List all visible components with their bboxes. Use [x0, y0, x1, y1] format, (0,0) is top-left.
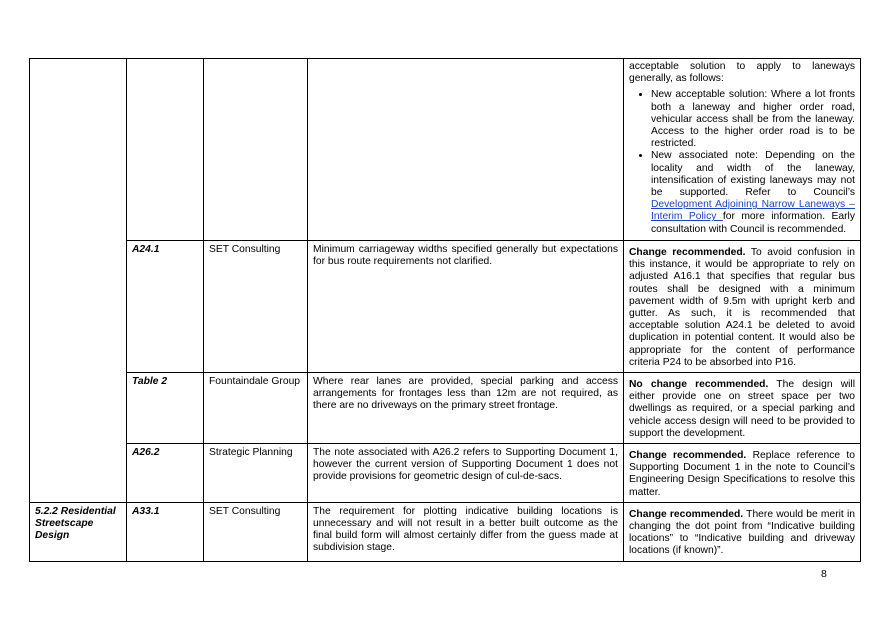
- ref-cell: A33.1: [127, 502, 204, 561]
- bullet-text: New associated note: Depending on the locality and width of the laneway, intensification of existing laneways may not be supported. Refer to Council’s: [651, 150, 855, 199]
- comment-cell: Where rear lanes are provided, special parking and access arrangements for frontages less than 12m are not required, as there are no driveways on the primary street frontage.: [308, 373, 624, 444]
- response-paragraph: [629, 450, 855, 499]
- recommendation-label: Change recommended.: [629, 508, 744, 520]
- ref-cell: [127, 59, 204, 241]
- ref-cell: A24.1: [127, 241, 204, 373]
- ref-cell: A26.2: [127, 444, 204, 503]
- recommendation-label: No change recommended.: [629, 379, 769, 391]
- section-cell: [30, 59, 127, 503]
- table-row: [30, 59, 861, 241]
- recommendation-label: Change recommended.: [629, 247, 746, 258]
- table-row: [30, 373, 861, 444]
- recommendation-text: There would be merit in changing the dot point from “Indicative building locations” to “Indicative building and driveway locations (if known)”.: [629, 508, 855, 557]
- response-bullet-list: [629, 89, 855, 235]
- table-row: [30, 444, 861, 503]
- recommendation-text: To avoid confusion in this instance, it would be appropriate to rely on adjusted A16.1 that specifies that regular bus routes shall be designed with a minimum pavement width of 9.5m with upright kerb and gutter. As such, it is recommended that acceptable solution A24.1 be deleted to avoid duplication in potential content. It would also be appropriate for the content of performance criteria P24 to be absorbed into P16.: [629, 247, 855, 368]
- submitter-cell: [204, 59, 308, 241]
- policy-link[interactable]: Development Adjoining Narrow Laneways – Interim Policy: [651, 199, 855, 223]
- response-paragraph: [629, 379, 855, 440]
- table-row: [30, 241, 861, 373]
- section-cell: 5.2.2 Residential Streetscape Design: [30, 502, 127, 561]
- recommendation-label: Change recommended.: [629, 450, 747, 462]
- comment-cell: The note associated with A26.2 refers to Supporting Document 1, however the current version of Supporting Document 1 does not provide provisions for geometric design of cul-de-sacs.: [308, 444, 624, 503]
- response-intro: acceptable solution to apply to laneways generally, as follows:: [629, 61, 855, 85]
- recommendation-text: Replace reference to Supporting Document 1 in the note to Council’s Engineering Design Specifications to resolve this matter.: [629, 450, 855, 498]
- submitter-cell: Strategic Planning: [204, 444, 308, 503]
- response-paragraph: [629, 509, 855, 558]
- page-number: 8: [821, 568, 827, 580]
- list-item: • New acceptable solution: Where a lot fronts both a laneway and higher order road, vehicular access shall be from the laneway. Access to the higher order road is to be restricted.: [651, 89, 855, 150]
- response-cell: [624, 373, 861, 444]
- response-cell: [624, 502, 861, 561]
- submitter-cell: Fountaindale Group: [204, 373, 308, 444]
- ref-cell: Table 2: [127, 373, 204, 444]
- bullet-text-end: for more information. Early consultation with Council is recommended.: [651, 211, 855, 235]
- response-cell: [624, 444, 861, 503]
- submitter-cell: SET Consulting: [204, 241, 308, 373]
- comment-cell: The requirement for plotting indicative building locations is unnecessary and will not result in a better built outcome as the final build form will almost certainly differ from the guess made at subdivision stage.: [308, 502, 624, 561]
- response-cell: [624, 59, 861, 241]
- list-item: [651, 150, 855, 235]
- table-row: [30, 502, 861, 561]
- response-cell: [624, 241, 861, 373]
- response-paragraph: [629, 247, 855, 369]
- comment-cell: [308, 59, 624, 241]
- recommendation-text: The design will either provide one on street space per two dwellings as required, or a special parking and vehicle access design will need to be provided to support the development.: [629, 379, 856, 439]
- submitter-cell: SET Consulting: [204, 502, 308, 561]
- submissions-table: [29, 58, 861, 562]
- comment-cell: Minimum carriageway widths specified generally but expectations for bus route requirements not clarified.: [308, 241, 624, 373]
